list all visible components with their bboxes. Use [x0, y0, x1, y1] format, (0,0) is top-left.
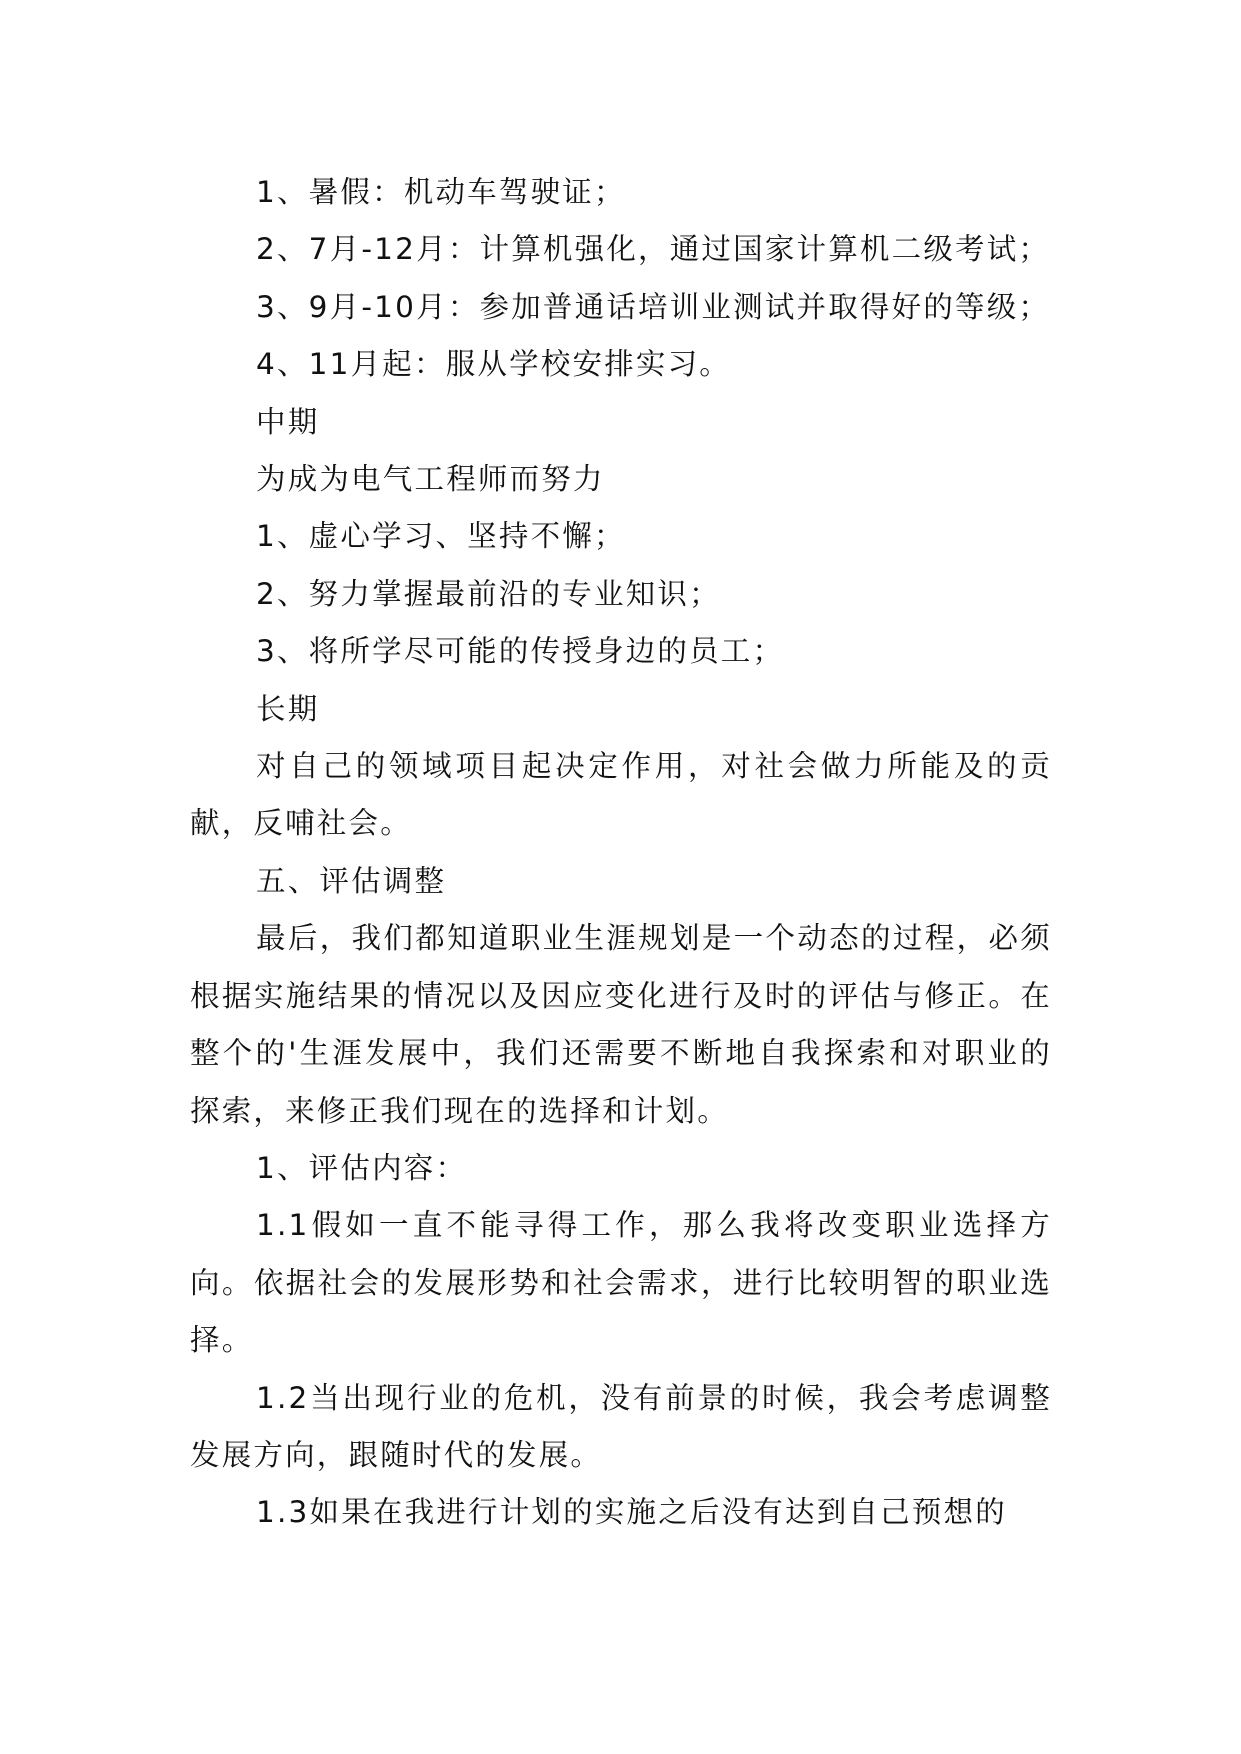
section-heading: 长期: [256, 691, 320, 726]
paragraph: 1.1假如一直不能寻得工作，那么我将改变职业选择方向。依据社会的发展形势和社会需求，进行比较明智的职业选择。: [190, 1208, 1052, 1358]
paragraph: 3、9月-10月：参加普通话培训业测试并取得好的等级；: [256, 289, 1051, 324]
section-heading: 中期: [256, 404, 320, 439]
paragraph: 1、虚心学习、坚持不懈；: [256, 519, 626, 554]
paragraph: 1、暑假：机动车驾驶证；: [256, 175, 626, 209]
paragraph: 2、7月-12月：计算机强化，通过国家计算机二级考试；: [256, 232, 1051, 267]
paragraph: 最后，我们都知道职业生涯规划是一个动态的过程，必须根据实施结果的情况以及因应变化进行及时的评估与修正。在整个的'生涯发展中，我们还需要不断地自我探索和对职业的探索，来修正我们现在的选择和计划。: [190, 921, 1052, 1128]
paragraph: 1.3如果在我进行计划的实施之后没有达到自己预想的: [256, 1495, 1007, 1530]
section-heading: 五、评估调整: [256, 863, 447, 898]
paragraph: 对自己的领域项目起决定作用，对社会做力所能及的贡献，反哺社会。: [190, 749, 1052, 841]
paragraph: 4、11月起：服从学校安排实习。: [256, 347, 732, 382]
paragraph: 为成为电气工程师而努力: [256, 462, 605, 497]
paragraph: 1、评估内容：: [256, 1150, 468, 1185]
paragraph: 2、努力掌握最前沿的专业知识；: [256, 576, 721, 611]
paragraph: 1.2当出现行业的危机，没有前景的时候，我会考虑调整发展方向，跟随时代的发展。: [190, 1380, 1052, 1472]
paragraph: 3、将所学尽可能的传授身边的员工；: [256, 634, 785, 669]
document-body: [190, 164, 1052, 1542]
